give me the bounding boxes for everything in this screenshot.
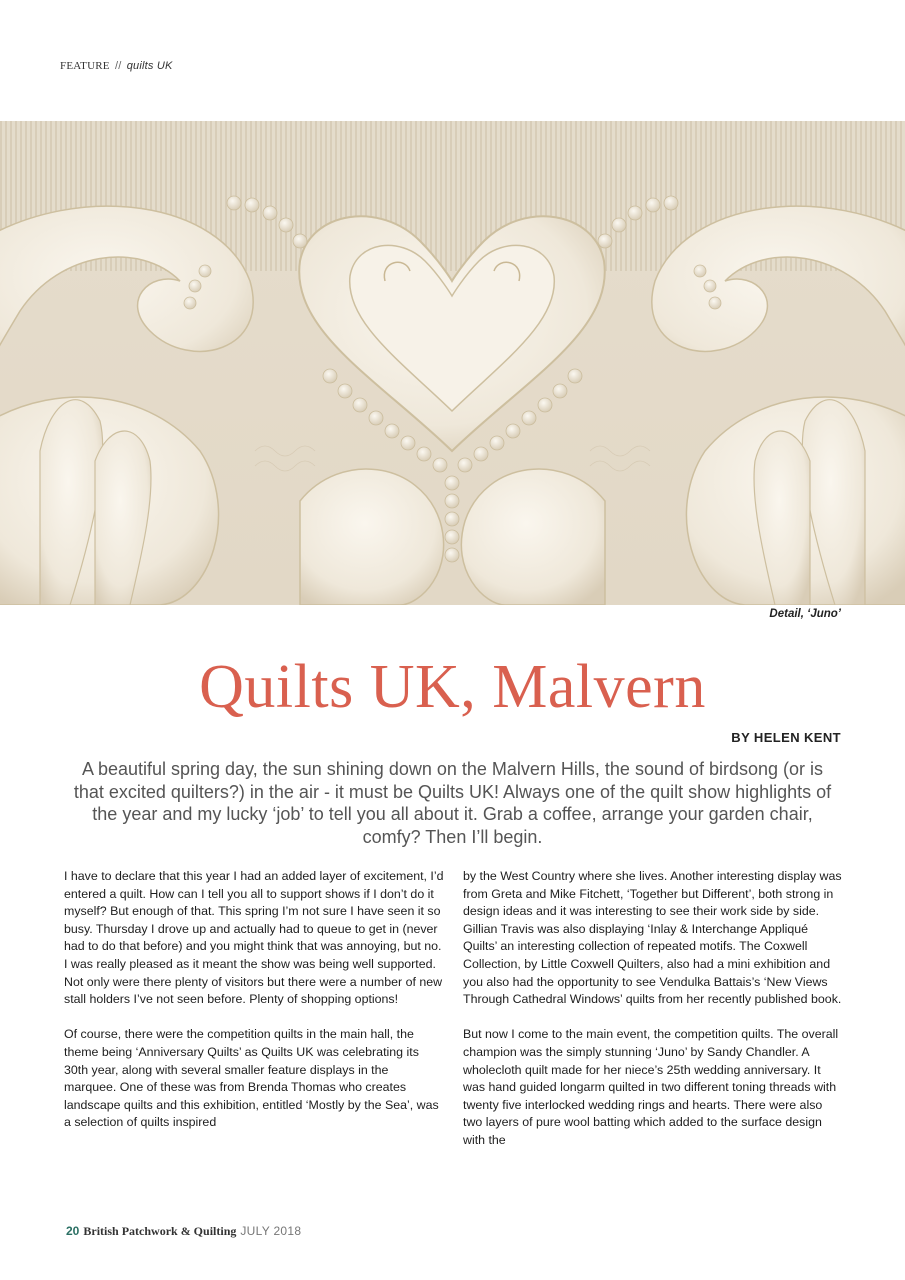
- article-title: Quilts UK, Malvern: [199, 653, 706, 721]
- section-label: FEATURE: [60, 60, 110, 72]
- byline: BY HELEN KENT: [731, 730, 841, 745]
- body-column-left: [64, 868, 444, 1150]
- body-column-right: [463, 868, 843, 1167]
- page-number: 20: [66, 1224, 80, 1238]
- body-paragraph: But now I come to the main event, the competition quilts. The overall champion was the simply stunning ‘Juno’ by Sandy Chandler. A wholecloth quilt made for her niece’s 25th wedding anniversary. It was hand guided longarm quilted in two different toning threads with twenty five interlocked wedding rings and hearts. There were also two layers of pure wool batting which added to the surface design with the: [463, 1027, 839, 1147]
- quilt-detail-photo: [0, 121, 905, 605]
- series-label: quilts UK: [126, 60, 173, 72]
- header-separator: //: [114, 60, 122, 72]
- photo-caption: Detail, ‘Juno’: [769, 608, 841, 620]
- body-paragraph: by the West Country where she lives. Another interesting display was from Greta and Mike Fitchett, ‘Together but Different’, both strong in design ideas and it was interesting to see their work side by side. Gillian Travis was also displaying ‘Inlay & Interchange Appliqué Quilts’ an interesting collection of repeated motifs. The Coxwell Collection, by Little Coxwell Quilters, also had a mini exhibition and you also had the opportunity to see Vendulka Battais’s ‘New Views Through Cathedral Windows’ quilts from her recently published book.: [463, 869, 842, 1007]
- issue-date: JULY 2018: [240, 1224, 302, 1238]
- quilt-illustration: [0, 121, 905, 605]
- body-paragraph: Of course, there were the competition quilts in the main hall, the theme being ‘Anniversary Quilts’ as Quilts UK was celebrating its 30th year, along with several smaller feature displays in the marquee. One of these was from Brenda Thomas who creates landscape quilts and this exhibition, entitled ‘Mostly by the Sea’, was a selection of quilts inspired: [64, 1027, 439, 1130]
- page-footer: [66, 1224, 301, 1239]
- standfirst: A beautiful spring day, the sun shining down on the Malvern Hills, the sound of birdsong (or is that excited quilters?) in the air - it must be Quilts UK! Always one of the quilt show highlights of the year and my lucky ‘job’ to tell you all about it. Grab a coffee, arrange your garden chair, comfy? Then I’ll begin.: [73, 759, 832, 847]
- body-paragraph: I have to declare that this year I had an added layer of excitement, I’d entered a quilt. How can I tell you all to support shows if I don’t do it myself? But enough of that. This spring I’m not sure I have seen it so busy. Thursday I drove up and actually had to queue to get in (never had to do that before) and you might think that was annoying, but no. I was really pleased as it meant the show was being well supported. Not only were there plenty of visitors but there were a number of new stall holders I’ve not seen before. Plenty of shopping options!: [64, 869, 444, 1007]
- running-header: [60, 60, 173, 72]
- magazine-name: British Patchwork & Quilting: [83, 1224, 237, 1238]
